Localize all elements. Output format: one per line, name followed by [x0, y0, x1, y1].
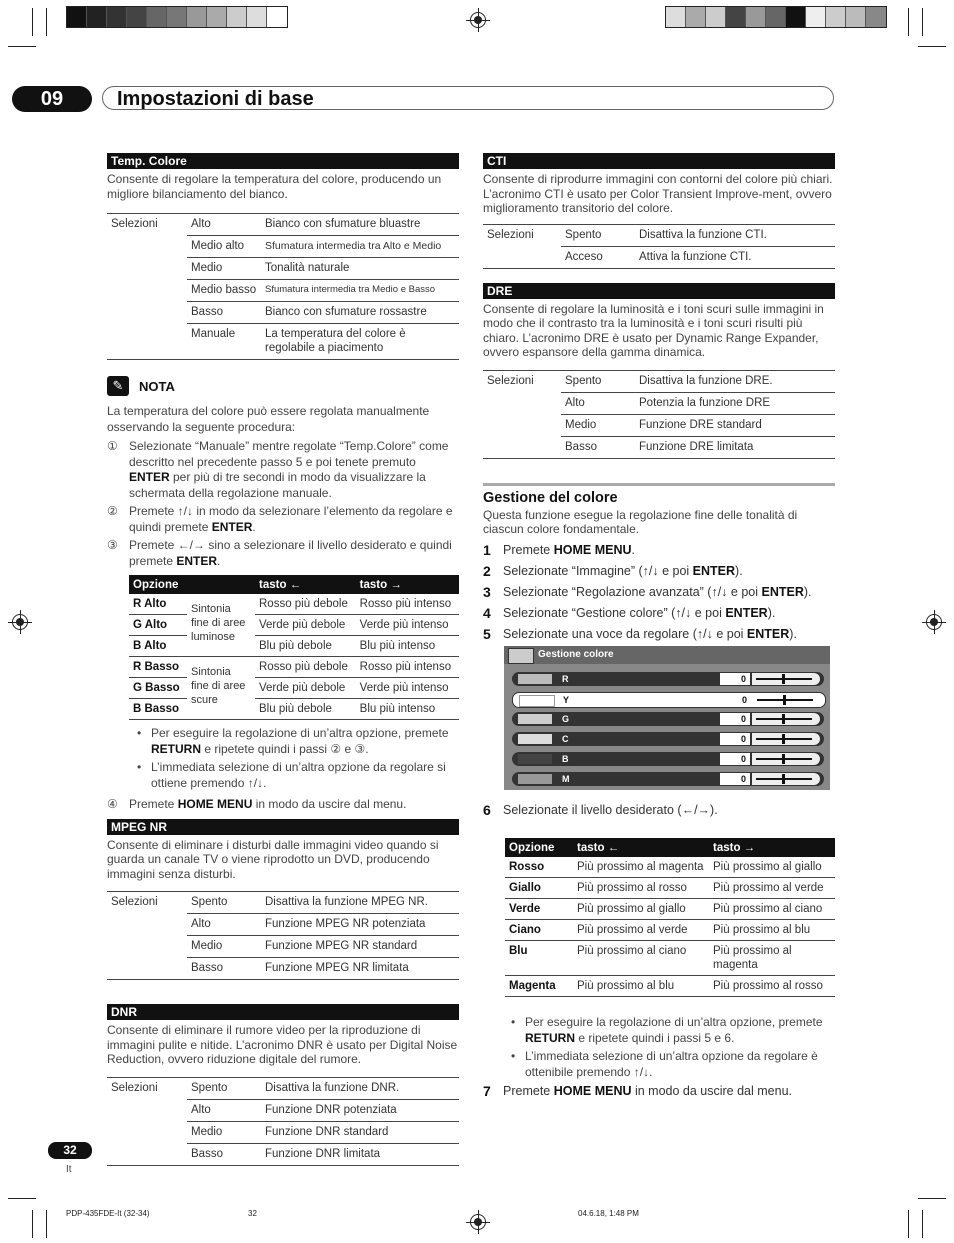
temp-colore-desc: Consente di regolare la temperatura del colore, producendo un migliore bilanciamento del bianco.: [107, 172, 442, 201]
dre-table: Selezioni Spento Disattiva la funzione DRE. Alto Potenzia la funzione DRE Medio Funzione DRE standard Basso Funzione DRE limitata: [483, 370, 835, 458]
dnr-table: Selezioni Spento Disattiva la funzione DNR. Alto Funzione DNR potenziata Medio Funzione DNR standard Basso Funzione DNR limitata: [107, 1077, 459, 1165]
section-bar-mpeg-nr: MPEG NR: [107, 819, 459, 835]
page-lang: It: [66, 1164, 72, 1175]
option-desc: Sfumatura intermedia tra Medio e Basso: [261, 280, 459, 302]
table-row: R Alto Sintonia fine di aree luminose Rosso più debole Rosso più intenso: [129, 594, 459, 615]
right-column: [483, 153, 835, 642]
osd-row-r[interactable]: R 0: [512, 672, 824, 686]
nota-step: ④ Premete HOME MENU in modo da uscire dal menu.: [107, 797, 407, 811]
osd-row-m[interactable]: M 0: [512, 772, 824, 786]
table-row: Rosso Più prossimo al magenta Più prossimo al giallo: [505, 857, 835, 878]
registration-mark-icon: [470, 1214, 486, 1230]
table-header: tasto ←: [255, 575, 356, 594]
option-name: Medio: [187, 258, 261, 280]
bullet-item: • L’immediata selezione di un’altra opzione da regolare si ottiene premendo ↑/↓.: [137, 760, 446, 790]
selections-label: Selezioni: [111, 1081, 158, 1094]
selections-label: Selezioni: [111, 896, 158, 908]
osd-title: Gestione colore: [538, 649, 614, 660]
table-header: tasto ←: [573, 838, 709, 857]
table-row: G Alto Verde più debole Verde più intenso: [129, 615, 459, 636]
page-number: 32: [48, 1142, 92, 1159]
selections-label: Selezioni: [487, 374, 534, 387]
numbered-step: 5 Selezionate una voce da regolare (↑/↓ e poi ENTER).: [483, 625, 797, 642]
section-divider: [483, 483, 835, 486]
numbered-step: 3 Selezionate “Regolazione avanzata” (↑/↓ e poi ENTER).: [483, 583, 812, 600]
table-row: Verde Più prossimo al giallo Più prossimo al ciano: [505, 899, 835, 920]
table-header: Opzione: [505, 838, 573, 857]
selections-label: Selezioni: [487, 228, 534, 241]
pencil-note-icon: ✎: [107, 376, 129, 396]
osd-row-b[interactable]: B 0: [512, 752, 824, 766]
grayscale-bar-left: [66, 6, 288, 28]
chapter-number: 09: [12, 86, 92, 112]
option-desc: Bianco con sfumature rossastre: [261, 302, 459, 324]
nota-step: ① Selezionate “Manuale” mentre regolate “Temp.Colore” come descritto nel precedente passo 5 e poi tenete premuto ENTER per più di tre secondi in modo da visualizzare la schermata della regolazione manuale.: [107, 439, 449, 500]
table-header: tasto →: [709, 838, 835, 857]
table-header: tasto →: [356, 575, 459, 594]
osd-gestione-colore: [504, 646, 830, 790]
numbered-step: 6 Selezionate il livello desiderato (←/→).: [483, 802, 718, 818]
numbered-step: 7 Premete HOME MENU in modo da uscire dal menu.: [483, 1083, 793, 1099]
dnr-desc: Consente di eliminare il rumore video per la riproduzione di immagini pulite e nitide. L’acronimo DNR è usato per Digital Noise Reduction, ovvero riduzione digitale del rumore.: [107, 1023, 458, 1066]
numbered-step: 2 Selezionate “Immagine” (↑/↓ e poi ENTER).: [483, 562, 743, 579]
numbered-step: 1 Premete HOME MENU.: [483, 541, 635, 558]
footer-file: PDP-435FDE-It (32-34): [66, 1209, 150, 1218]
nota-step: ③ Premete ←/→ sino a selezionare il livello desiderato e quindi premete ENTER.: [107, 538, 452, 568]
right-column-lower: [483, 797, 835, 1099]
registration-mark-icon: [926, 614, 942, 630]
table-header: Opzione: [129, 575, 187, 594]
bullet-item: • Per eseguire la regolazione di un’altra opzione, premete RETURN e ripetete quindi i passi 5 e 6.: [511, 1015, 823, 1045]
bullet-item: • L’immediata selezione di un’altra opzione da regolare è ottenibile premendo ↑/↓.: [511, 1049, 818, 1079]
gestione-desc: Questa funzione esegue la regolazione fine delle tonalità di ciascun colore fondamentale.: [483, 507, 798, 536]
osd-row-g[interactable]: G 0: [512, 712, 824, 726]
nota-heading: [107, 376, 459, 396]
table-row: B Alto Blu più debole Blu più intenso: [129, 636, 459, 657]
option-name: Medio alto: [187, 236, 261, 258]
mpeg-nr-table: Selezioni Spento Disattiva la funzione MPEG NR. Alto Funzione MPEG NR potenziata Medio Funzione MPEG NR standard Basso Funzione MPEG NR limitata: [107, 891, 459, 979]
osd-row-y[interactable]: Y 0: [512, 692, 826, 708]
nota-intro: La temperatura del colore può essere regolata manualmente osservando la seguente procedura:: [107, 404, 430, 434]
selections-label: Selezioni: [111, 218, 158, 230]
option-name: Manuale: [191, 328, 236, 340]
registration-mark-icon: [470, 12, 486, 28]
table-row: B Basso Blu più debole Blu più intenso: [129, 699, 459, 720]
grayscale-bar-right: [665, 6, 887, 28]
menu-icon: [508, 648, 534, 664]
cti-table: Selezioni Spento Disattiva la funzione CTI. Acceso Attiva la funzione CTI.: [483, 224, 835, 268]
option-desc: Tonalità naturale: [261, 258, 459, 280]
section-bar-temp-colore: Temp. Colore: [107, 153, 459, 169]
option-desc: Bianco con sfumature bluastre: [261, 214, 459, 236]
mpeg-nr-desc: Consente di eliminare i disturbi dalle immagini video quando si guarda un canale TV o viene riprodotto un DVD, producendo immagini senza disturbi.: [107, 837, 439, 881]
option-desc: La temperatura del colore è regolabile a piacimento: [265, 328, 406, 354]
temp-colore-table: [107, 213, 459, 359]
numbered-step: 4 Selezionate “Gestione colore” (↑/↓ e poi ENTER).: [483, 604, 776, 621]
table-row: Blu Più prossimo al ciano Più prossimo al magenta: [505, 941, 835, 976]
footer-page: 32: [248, 1209, 257, 1218]
table-row: Magenta Più prossimo al blu Più prossimo al rosso: [505, 976, 835, 997]
table-row: Ciano Più prossimo al verde Più prossimo al blu: [505, 920, 835, 941]
option-name: Alto: [187, 214, 261, 236]
registration-mark-icon: [12, 614, 28, 630]
table-row: Giallo Più prossimo al rosso Più prossimo al verde: [505, 878, 835, 899]
table-row: G Basso Verde più debole Verde più intenso: [129, 678, 459, 699]
footer-date: 04.6.18, 1:48 PM: [578, 1209, 639, 1218]
option-name: Medio basso: [187, 280, 261, 302]
section-bar-dnr: DNR: [107, 1004, 459, 1020]
osd-row-c[interactable]: C 0: [512, 732, 824, 746]
section-bar-cti: CTI: [483, 153, 835, 169]
dre-desc: Consente di regolare la luminosità e i toni scuri sulle immagini in modo che il contrasto tra la luminosità e i toni scuri risulti più chiaro. L’acronimo DRE è usato per Dynamic Range Expander, ovvero espansore della gamma dinamica.: [483, 301, 824, 359]
nota-label: NOTA: [139, 378, 175, 394]
chapter-title: Impostazioni di base: [102, 86, 834, 110]
manual-adjust-table: [129, 575, 459, 720]
left-column: [107, 153, 459, 1166]
cti-desc: Consente di riprodurre immagini con contorni del colore più chiari. L’acronimo CTI è usato per Color Transient Improve-ment, ovvero miglioramento transitorio del colore.: [483, 172, 833, 215]
option-desc: Sfumatura intermedia tra Alto e Medio: [261, 236, 459, 258]
nota-step: ② Premete ↑/↓ in modo da selezionare l’elemento da regolare e quindi premete ENTER.: [107, 504, 453, 534]
table-row: R Basso Sintonia fine di aree scure Rosso più debole Rosso più intenso: [129, 657, 459, 678]
section-bar-dre: DRE: [483, 283, 835, 299]
option-name: Basso: [187, 302, 261, 324]
color-adjust-table: [505, 838, 835, 997]
gestione-title: Gestione del colore: [483, 489, 618, 506]
bullet-item: • Per eseguire la regolazione di un’altra opzione, premete RETURN e ripetete quindi i passi ② e ③.: [137, 726, 449, 756]
